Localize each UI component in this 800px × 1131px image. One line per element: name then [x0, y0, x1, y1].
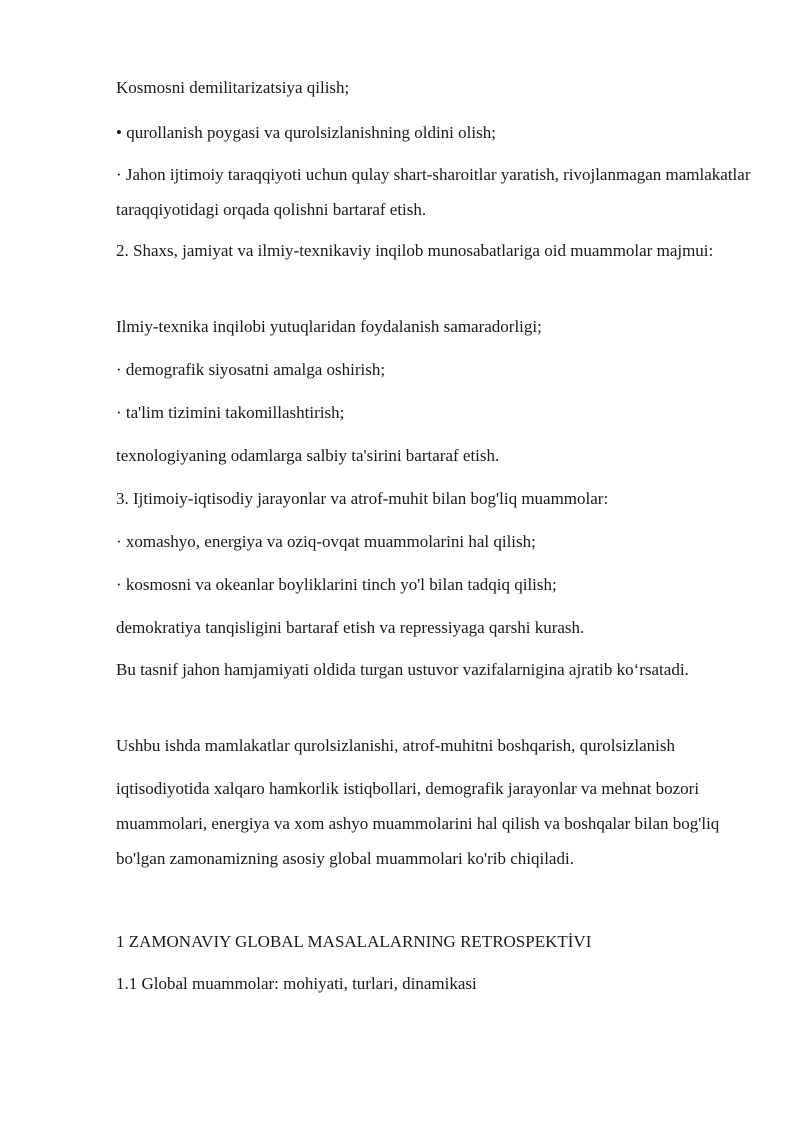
paragraph-technology-impact: texnologiyaning odamlarga salbiy ta'sirini bartaraf etish.: [116, 446, 500, 465]
paragraph-scientific-revolution: Ilmiy-texnika inqilobi yutuqlaridan foydalanish samaradorligi;: [116, 317, 542, 336]
section-heading: 1 ZAMONAVIY GLOBAL MASALALARNING RETROSPEKTİVI: [116, 932, 592, 951]
paragraph-this-work-continued: iqtisodiyotida xalqaro hamkorlik istiqbollari, demografik jarayonlar va mehnat bozori muammolari, energiya va xom ashyo muammolarini hal qilish va boshqalar bilan bog'liq bo'lgan zamonamizning asosiy global muammolari ko'rib chiqiladi.: [116, 779, 720, 868]
paragraph-classification: Bu tasnif jahon hamjamiyati oldida turgan ustuvor vazifalarnigina ajratib ko‘rsatadi.: [116, 660, 689, 679]
paragraph-demilitarization: Kosmosni demilitarizatsiya qilish;: [116, 78, 350, 97]
paragraph-problem-group-2: 2. Shaxs, jamiyat va ilmiy-texnikaviy inqilob munosabatlariga oid muammolar majmui:: [116, 241, 714, 260]
paragraph-this-work-line1: Ushbu ishda mamlakatlar qurolsizlanishi, atrof-muhitni boshqarish, qurolsizlanish: [116, 736, 676, 755]
paragraph-space-oceans: · kosmosni va okeanlar boyliklarini tinch yo'l bilan tadqiq qilish;: [116, 575, 557, 594]
paragraph-democracy: demokratiya tanqisligini bartaraf etish va repressiyaga qarshi kurash.: [116, 618, 585, 637]
paragraph-demographic-policy: · demografik siyosatni amalga oshirish;: [116, 360, 386, 379]
paragraph-raw-materials: · xomashyo, energiya va oziq-ovqat muammolarini hal qilish;: [116, 532, 536, 551]
paragraph-problem-group-3: 3. Ijtimoiy-iqtisodiy jarayonlar va atrof-muhit bilan bog'liq muammolar:: [116, 489, 609, 508]
paragraph-arms-race: • qurollanish poygasi va qurolsizlanishning oldini olish;: [116, 123, 496, 142]
paragraph-education-system: · ta'lim tizimini takomillashtirish;: [116, 403, 345, 422]
subsection-heading: 1.1 Global muammolar: mohiyati, turlari, dinamikasi: [116, 974, 477, 993]
paragraph-world-development: · Jahon ijtimoiy taraqqiyoti uchun qulay shart-sharoitlar yaratish, rivojlanmagan mamlakatlar taraqqiyotidagi orqada qolishni bartaraf etish.: [116, 165, 751, 219]
